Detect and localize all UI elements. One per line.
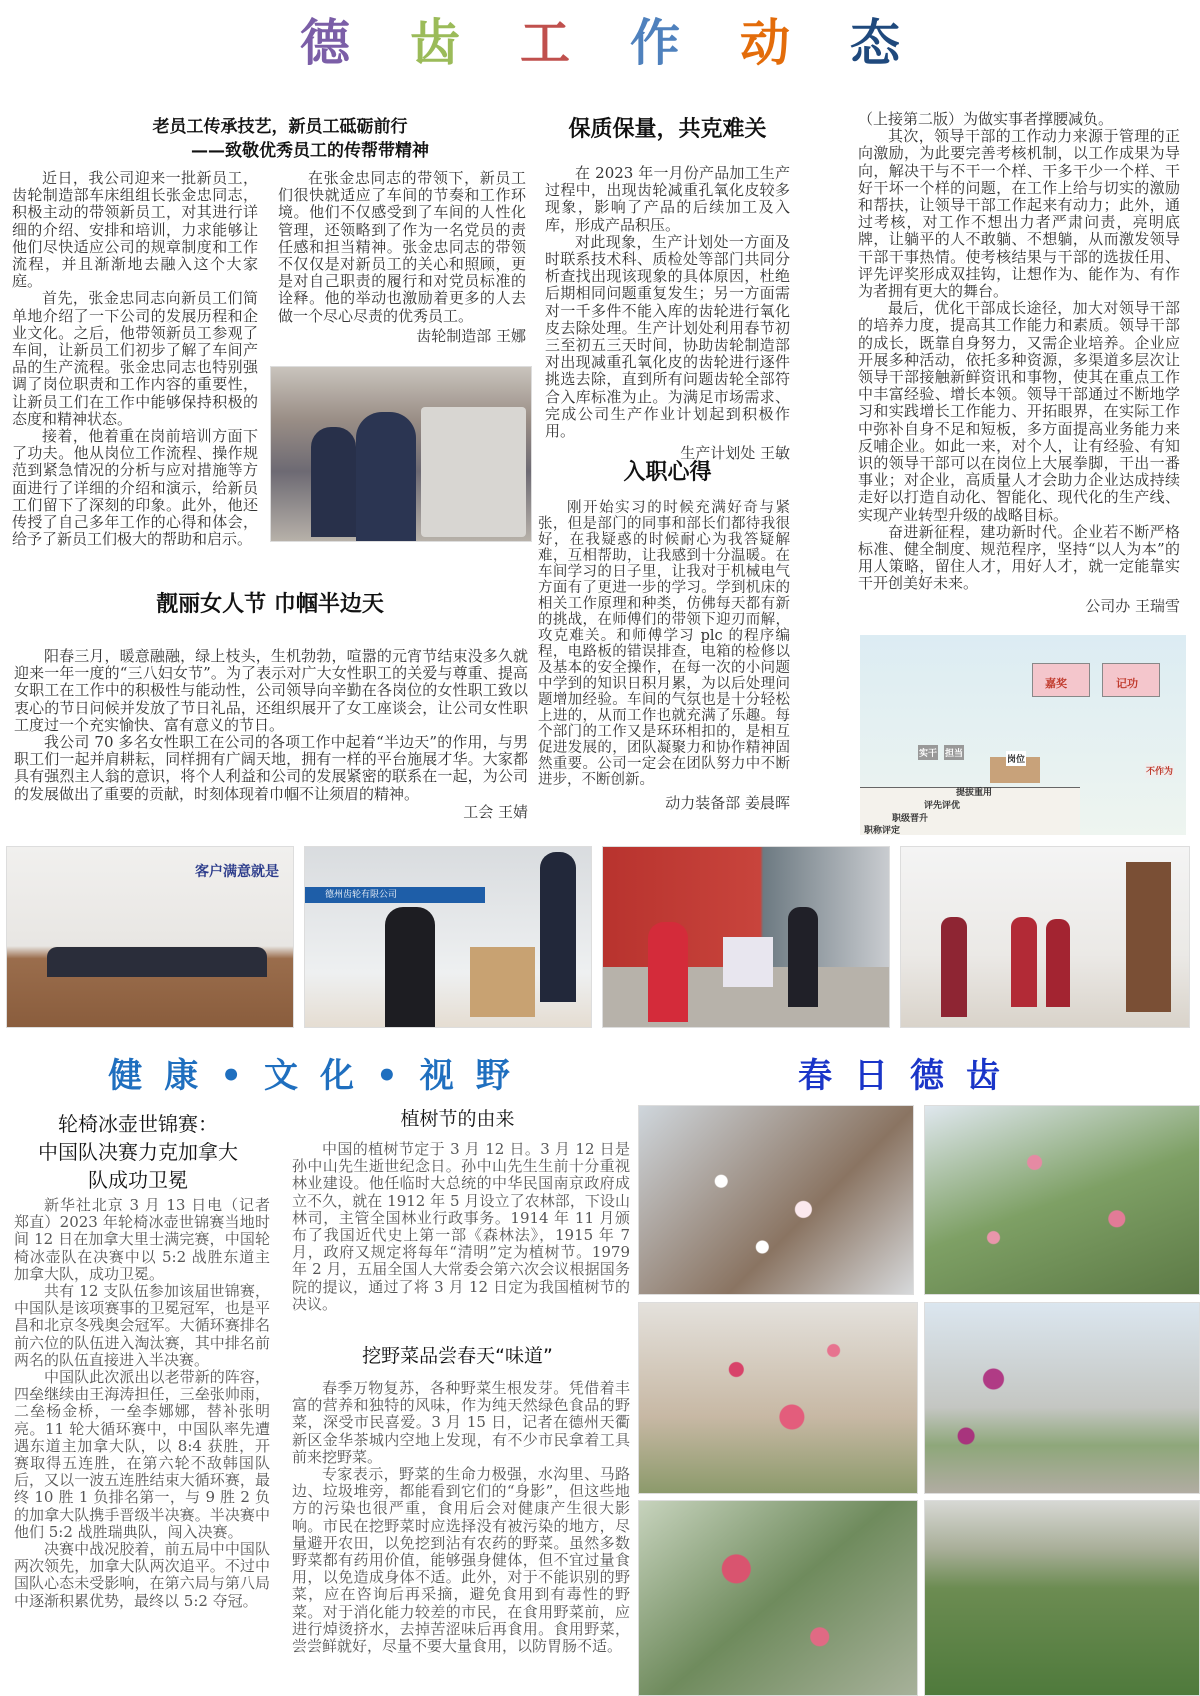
onboarding-body xyxy=(538,500,790,812)
paragraph: 接着，他着重在岗前培训方面下了功夫。他从岗位工作流程、操作规范到紧急情况的分析与应对措施等方面进行了详细的介绍和演示，给新员工们留下了深刻的印象。此外，他还传授了自己多年工作的心得和体会，给予了新员工们极大的帮助和启示。 xyxy=(12,427,258,549)
curling-body xyxy=(14,1197,270,1610)
cartoon-label: 提拔重用 xyxy=(956,788,993,798)
workshop-photo xyxy=(270,366,532,542)
meeting-photo xyxy=(6,846,294,1028)
paragraph: 决赛中战况胶着，前五局中中国队两次领先，加拿大队两次追平。不过中国队心态未受影响，在第六局与第八局中逐渐积累优势，最终以 5:2 夺冠。 xyxy=(14,1540,270,1610)
quality-body xyxy=(545,165,790,462)
paragraph: 我公司 70 多名女性职工在公司的各项工作中起着“半边天”的作用，与男职工们一起并肩耕耘，同样拥有广阔天地，拥有一样的平台施展才华。大家都具有强烈主人翁的意识，将个人利益和公司的发展紧密的联系在一起，为公司的发展做出了重要的贡献，时刻体现着巾帼不让须眉的精神。 xyxy=(14,733,528,803)
continued-note: （上接第二版）为做实事者撑腰减负。 xyxy=(858,110,1114,128)
worker-figure xyxy=(356,412,416,542)
cartoon-label: 职级晋升 xyxy=(892,814,929,824)
paragraph: 专家表示，野菜的生命力极强，水沟里、马路边、垃圾堆旁，都能看到它们的“身影”，但这些地方的污染也很严重，食用后会对健康产生很大影响。市民在挖野菜时应选择没有被污染的地方，尽量避开农田，以免挖到沾有农药的野菜。虽然多数野菜都有药用价值，能够强身健体，但不宜过量食用，以免造成身体不适。此外，对于不能识别的野菜，应在咨询后再采摘，避免食用到有毒性的野菜。对于消化能力较差的市民，在食用野菜前，应进行焯烫挤水，去掉苦涩味后再食用。食用野菜，尝尝鲜就好，尽量不要大量食用，以防胃肠不适。 xyxy=(292,1465,630,1656)
gift-photo xyxy=(304,846,592,1028)
masthead-char: 齿 xyxy=(410,14,460,72)
masthead-char: 工 xyxy=(520,14,570,72)
masthead-char: 德 xyxy=(300,14,350,72)
paragraph: 最后，优化干部成长途径，加大对领导干部的培养力度，提高其工作能力和素质。领导干部的成长，既靠自身努力，又需企业培养。企业应开展多种活动，依托多种资源，多渠道多层次让领导干部接触新鲜资讯和事物，使其在重点工作中丰富经验、增长本领。领导干部通过不断地学习和实践增长工作能力、开拓眼界，在实际工作中弥补自身不足和短板，多方面提高业务能力来反哺企业。如此一来，对个人，让有经验、有知识的领导干部可以在岗位上大展拳脚，干出一番事业；对企业，高质量人才会助力企业达成持续走好以打造自动化、智能化、现代化的生产线、实现产业转型升级的战略目标。 xyxy=(858,299,1180,524)
blossom-photo xyxy=(638,1302,918,1494)
delivery-photo xyxy=(602,846,890,1028)
gift-boxes xyxy=(470,947,535,1017)
person-figure xyxy=(1046,919,1070,1007)
byline: 公司办 王瑞雪 xyxy=(1085,596,1180,615)
byline: 齿轮制造部 王娜 xyxy=(416,326,526,345)
mentor-title xyxy=(80,115,480,163)
machine-shape xyxy=(421,407,526,537)
paragraph: 春季万物复苏，各种野菜生根发芽。凭借着丰富的营养和独特的风味，作为纯天然绿色食品的野菜，深受市民喜爱。3 月 15 日，记者在德州天衢新区金华茶城内空地上发现，有不少市民拿着工具前来挖野菜。 xyxy=(292,1379,630,1466)
mentor-title-line2: ——致敬优秀员工的传帮带精神 xyxy=(191,141,429,161)
cartoon-label: 不作为 xyxy=(1145,763,1174,778)
womens-body xyxy=(14,648,528,821)
blossom-photo xyxy=(924,1302,1200,1494)
quality-title: 保质保量，共克难关 xyxy=(568,117,767,142)
paragraph: 对此现象，生产计划处一方面及时联系技术科、质检处等部门共同分析查找出现该现象的具体原因，杜绝后期相同问题重复发生；另一方面需对一千多件不能入库的齿轮进行氧化皮去除处理。生产计划处利用春节初三至初五三天时间，协助齿轮制造部对出现减重孔氧化皮的齿轮进行逐件挑选去除，直到所有问题齿轮全部符合入库标准为止。为满足市场需求、完成公司生产作业计划起到积极作用。 xyxy=(545,232,790,441)
garden-photo xyxy=(924,1500,1200,1696)
paragraph: 在 2023 年一月份产品加工生产过程中，出现齿轮减重孔氧化皮较多现象，影响了产品的后续加工及入库，形成产品积压。 xyxy=(545,164,790,234)
paragraph: 阳春三月，暖意融融，绿上枝头，生机勃勃，喧嚣的元宵节结束没多久就迎来一年一度的“三八妇女节”。为了表示对广大女性职工的关爱与尊重、提高女职工在工作中的积极性与能动性，公司领导向辛勤在各岗位的女性职工致以衷心的节日问候并发放了节日礼品，还组织展开了女工座谈会，让公司女性职工度过一个充实愉快、富有意义的节日。 xyxy=(14,647,528,734)
paragraph: 新华社北京 3 月 13 日电（记者郑直）2023 年轮椅冰壶世锦赛当地时间 12 日在加拿大里士满完赛，中国轮椅冰壶队在决赛中以 5:2 战胜东道主加拿大队，成功卫冕。 xyxy=(14,1196,270,1283)
onboarding-title: 入职心得 xyxy=(623,460,712,485)
section-heading-health: 健康•文化•视野 xyxy=(108,1056,532,1096)
mentor-body-col1 xyxy=(12,170,258,548)
paragraph: 共有 12 支队伍参加该届世锦赛，中国队是该项赛事的卫冕冠军，也是平昌和北京冬残奥会冠军。大循环赛排名前六位的队伍进入淘汰赛，其中排名前两名的队伍直接进入半决赛。 xyxy=(14,1282,270,1369)
person-figure xyxy=(788,907,818,1007)
cartoon-label: 岗位 xyxy=(1006,751,1026,766)
cartoon-label: 嘉奖 xyxy=(1045,677,1067,690)
cartoon-label: 记功 xyxy=(1116,677,1138,690)
section-heading-spring: 春日德齿 xyxy=(798,1056,1022,1096)
lobby-photo xyxy=(900,846,1190,1028)
curling-title xyxy=(8,1110,268,1194)
curling-title-line: 中国队决赛力克加拿大 xyxy=(38,1140,238,1164)
door xyxy=(1126,862,1171,1012)
person-figure xyxy=(385,907,435,1027)
blossom-photo xyxy=(638,1500,918,1696)
cartoon-label: 担当 xyxy=(944,745,964,760)
masthead-char: 动 xyxy=(740,14,790,72)
paragraph: 奋进新征程，建功新时代。企业若不断严格标准、健全制度、规范程序，坚持“以人为本”的用人策略，留住人才，用好人才，就一定能靠实干开创美好未来。 xyxy=(858,522,1180,593)
herbs-body xyxy=(292,1380,630,1655)
curling-title-line: 轮椅冰壶世锦赛： xyxy=(58,1112,218,1136)
paragraph: 中国的植树节定于 3 月 12 日。3 月 12 日是孙中山先生逝世纪念日。孙中山先生生前十分重视林业建设。他任临时大总统的中华民国南京政府成立不久，就在 1912 年 5 月设立了农林部，下设山林司，主管全国林业行政事务。1914 年 11 月颁布了我国近代史上第一部《森林法》，1915 年 7 月，政府又规定将每年“清明”定为植树节。1979 年 2 月，五届全国人大常委会第六次会议根据国务院的提议，通过了将 3 月 12 日定为我国植树节的决议。 xyxy=(292,1140,630,1313)
person-figure xyxy=(648,922,688,1022)
person-figure xyxy=(1011,917,1037,1007)
blossom-photo xyxy=(638,1105,914,1295)
paragraph: 在张金忠同志的带领下，新员工们很快就适应了车间的节奏和工作环境。他们不仅感受到了车间的人性化管理，还领略到了作为一名党员的责任感和担当精神。张金忠同志的带领不仅仅是对新员工的关心和照顾，更是对自己职责的履行和对党员标准的诠释。他的举动也激励着更多的人去做一个尽心尽责的优秀员工。 xyxy=(278,169,526,325)
paragraph: 中国队此次派出以老带新的阵容，四垒继续由王海涛担任，三垒张帅雨，二垒杨金桥，一垒李娜娜，替补张明亮。11 轮大循环赛中，中国队率先遭遇东道主加拿大队，以 8:4 获胜，开赛取得五连胜，在第六轮不敌韩国队后，又以一波五连胜结束大循环赛，最终 10 胜 1 负排名第一，与 9 胜 2 负的加拿大队携手晋级半决赛。半决赛中他们 5:2 战胜瑞典队，闯入决赛。 xyxy=(14,1368,270,1541)
arbor-body xyxy=(292,1141,630,1313)
paragraph: 近日，我公司迎来一批新员工，齿轮制造部车床组组长张金忠同志，积极主动的带领新员工，对其进行详细的介绍、安排和培训，力求能够让他们尽快适应公司的规章制度和工作流程，并且渐渐地去融入这个大家庭。 xyxy=(12,169,258,291)
womens-title: 靓丽女人节 巾帼半边天 xyxy=(156,592,384,617)
company-banner: 德州齿轮有限公司 xyxy=(305,887,485,903)
curling-title-line: 队成功卫冕 xyxy=(88,1168,188,1192)
sign-text: 客户满意就是 xyxy=(195,864,279,880)
byline: 工会 王婧 xyxy=(463,802,528,821)
masthead-char: 作 xyxy=(630,14,680,72)
person-figure xyxy=(941,917,967,1017)
gift-boxes xyxy=(723,937,773,987)
mentor-title-line1: 老员工传承技艺，新员工砥砺前行 xyxy=(152,117,408,137)
blossom-photo xyxy=(924,1105,1200,1295)
paragraph: 其次，领导干部的工作动力来源于管理的正向激励，为此要完善考核机制，以工作成果为导向，解决干与不干一个样、干多干少一个样、干好干坏一个样的问题，在工作上给与切实的激励和帮扶，让领导干部工作起来有动力；此外，通过考核，对工作不想出力者严肃问责，亮明底牌，让躺平的人不敢躺、不想躺，从而激发领导干部干事热情。使考核结果与干部的选拔任用、评先评奖形成双挂钩，让想作为、能作为、有作为者拥有更大的舞台。 xyxy=(858,127,1180,301)
mentor-body-col2 xyxy=(278,170,526,345)
cartoon-label: 评先评优 xyxy=(924,801,961,811)
person-figure xyxy=(540,852,576,1002)
byline: 生产计划处 王敏 xyxy=(680,444,790,463)
masthead xyxy=(300,8,900,78)
cadre-body xyxy=(858,111,1180,615)
promotion-cartoon xyxy=(860,635,1186,835)
worker-figure xyxy=(311,427,356,537)
arbor-title: 植树节的由来 xyxy=(400,1108,515,1130)
cartoon-label: 职称评定 xyxy=(864,826,901,835)
paragraph: 首先，张金忠同志向新员工们简单地介绍了一下公司的发展历程和企业文化。之后，他带领新员工参观了车间，让新员工们初步了解了车间产品的生产流程。张金忠同志也特别强调了岗位职责和工作内容的重要性，让新员工们在工作中能够保持积极的态度和精神状态。 xyxy=(12,289,258,428)
herbs-title: 挖野菜品尝春天“味道” xyxy=(362,1345,553,1367)
byline: 动力装备部 姜晨晖 xyxy=(665,794,790,812)
cartoon-label: 实干 xyxy=(918,745,938,760)
masthead-char: 态 xyxy=(850,14,900,72)
paragraph: 刚开始实习的时候充满好奇与紧张，但是部门的同事和部长们都待我很好，在我疑惑的时候耐心为我答疑解难，互相帮助，让我感到十分温暖。在车间学习的日子里，让我对于机械电气方面有了更进一步的学习。学到机床的相关工作原理和种类，仿佛每天都有新的挑战，在师傅们的带领下迎刃而解，攻克难关。和师傅学习 plc 的程序编程，电路板的错误排查，电箱的检修以及基本的安全操作，在每一次的小问题中学到的知识日积月累，为以后处理问题增加经验。车间的气氛也是十分轻松上进的，从而工作也就充满了乐趣。每个部门的工作又是环环相扣的，是相互促进发展的，团队凝聚力和协作精神固然重要。公司一定会在团队努力中不断进步，不断创新。 xyxy=(538,500,790,788)
people-row xyxy=(47,947,267,977)
